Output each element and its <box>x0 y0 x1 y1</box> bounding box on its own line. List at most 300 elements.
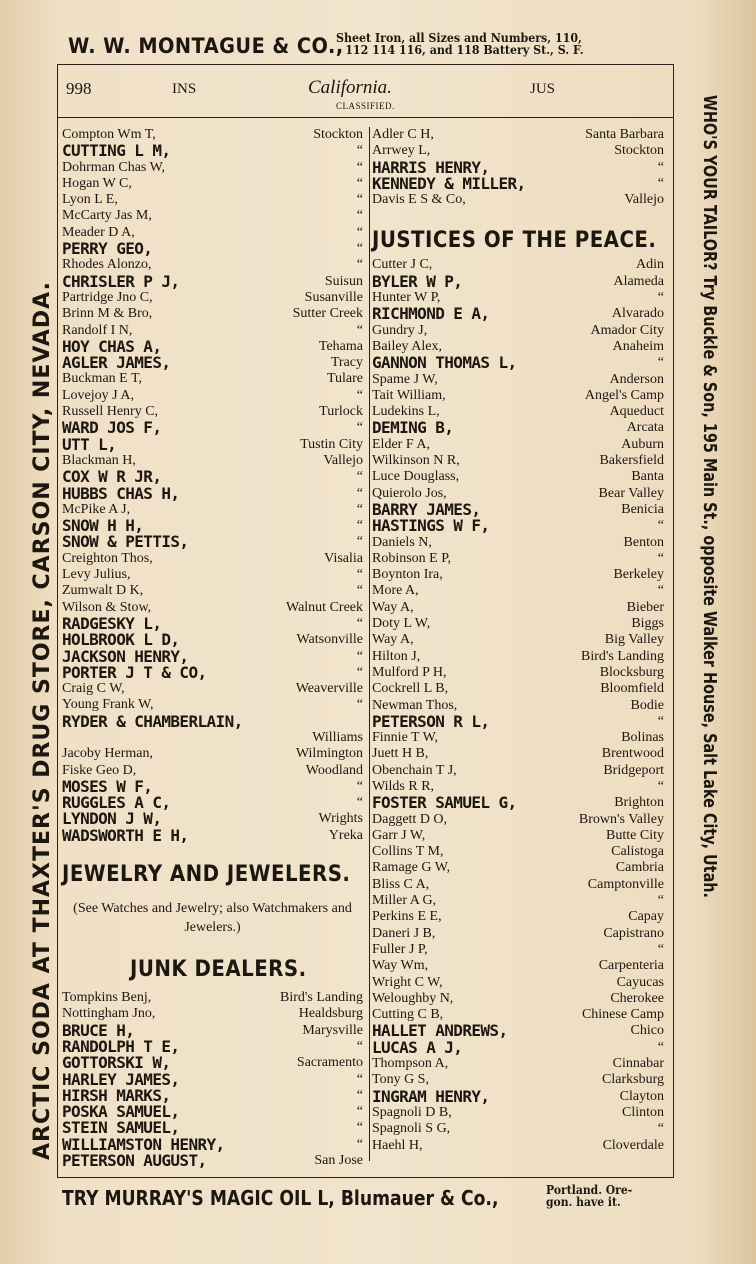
listing-place: “ <box>657 159 664 175</box>
left-guide-word: INS <box>172 81 197 97</box>
listing-name: Finnie T W, <box>372 730 439 746</box>
listing-row <box>62 208 363 224</box>
listing-name: LYNDON J W, <box>62 809 162 829</box>
justices-listings <box>372 257 664 1153</box>
listing-name: LUCAS A J, <box>372 1037 463 1057</box>
listing-place: “ <box>356 175 363 191</box>
listing-name: Russell Henry C, <box>62 404 159 420</box>
listing-name: Weloughby N, <box>372 990 454 1006</box>
listing-place: “ <box>657 550 664 566</box>
top-ad-detail <box>336 32 584 56</box>
right-listings <box>372 127 664 208</box>
listing-place: “ <box>657 355 664 371</box>
listing-name: RADGESKY L, <box>62 613 162 633</box>
listing-place: Brighton <box>614 795 664 811</box>
listing-place: Cayucas <box>616 974 664 990</box>
listing-name: Nottingham Jno, <box>62 1006 156 1022</box>
listing-place: Watsonville <box>296 632 363 648</box>
listing-name: Daggett D O, <box>372 811 448 827</box>
listing-name: Jacoby Herman, <box>62 746 153 762</box>
listing-place: Calistoga <box>611 844 664 860</box>
listing-place: Banta <box>631 469 664 485</box>
listing-place: Walnut Creek <box>285 599 363 615</box>
listing-place: “ <box>356 1038 363 1054</box>
listing-name: Gundry J, <box>372 322 428 338</box>
listing-name: Miller A G, <box>372 893 437 909</box>
right-margin-ad <box>692 95 720 1175</box>
listing-place: “ <box>356 518 363 534</box>
listing-place: “ <box>356 583 363 599</box>
listing-place: Yreka <box>328 827 363 843</box>
listing-name: HALLET ANDREWS, <box>372 1021 508 1041</box>
listing-name: RICHMOND E A, <box>372 304 490 324</box>
listing-row <box>372 746 664 762</box>
listing-place: “ <box>356 224 363 240</box>
listing-row <box>62 176 363 192</box>
listing-name: Thompson A, <box>372 1056 449 1072</box>
listing-row <box>372 551 664 567</box>
listing-place: Auburn <box>621 436 664 452</box>
listing-name: Levy Julius, <box>62 567 131 583</box>
listing-place: Turlock <box>319 404 363 420</box>
listing-name: Tony G S, <box>372 1072 429 1088</box>
listing-name: Way A, <box>372 632 414 648</box>
listing-name: Spame J W, <box>372 371 438 387</box>
listing-place: “ <box>356 159 363 175</box>
listing-name: KENNEDY & MILLER, <box>372 173 526 193</box>
listing-name: Quierolo Jos, <box>372 485 447 501</box>
listing-name: INGRAM HENRY, <box>372 1086 490 1106</box>
listing-place: Biggs <box>631 616 664 632</box>
listing-name: Ludekins L, <box>372 404 440 420</box>
listing-row <box>372 355 664 371</box>
listing-place: Tulare <box>326 371 363 387</box>
listing-name: SNOW & PETTIS, <box>62 532 189 552</box>
listing-place: “ <box>657 1039 664 1055</box>
listing-row <box>372 518 664 534</box>
listing-place: “ <box>356 1087 363 1103</box>
listing-place: Amador City <box>590 322 664 338</box>
listing-name: Davis E S & Co, <box>372 192 466 208</box>
listing-name: RUGGLES A C, <box>62 793 171 813</box>
listing-place: Cinnabar <box>612 1056 664 1072</box>
listing-name: HIRSH MARKS, <box>62 1085 171 1105</box>
listing-place: Tehama <box>318 338 363 354</box>
listing-place: Weaverville <box>295 681 363 697</box>
listing-row <box>372 681 664 697</box>
state-title: California. <box>308 77 392 98</box>
left-column <box>62 127 363 1169</box>
listing-name: Wright C W, <box>372 974 443 990</box>
column-rule <box>369 127 370 1161</box>
listing-place: Bird's Landing <box>580 648 664 664</box>
listing-name: Doty L W, <box>372 616 431 632</box>
listing-place: Benicia <box>621 501 664 517</box>
listing-name: Obenchain T J, <box>372 762 457 778</box>
bottom-advertisement <box>58 1182 678 1216</box>
listing-place: Big Valley <box>604 632 664 648</box>
listing-name: WARD JOS F, <box>62 418 162 438</box>
listing-place: Bodie <box>630 697 664 713</box>
listing-place: “ <box>356 648 363 664</box>
listing-row <box>372 1086 664 1106</box>
listing-place: Berkeley <box>613 567 664 583</box>
listing-row <box>372 535 664 551</box>
listing-row <box>62 583 363 599</box>
listing-place: Williams <box>312 729 363 745</box>
listing-place: “ <box>356 387 363 403</box>
listing-name: Daneri J B, <box>372 925 436 941</box>
listing-row <box>62 711 363 731</box>
listing-name: RANDOLPH T E, <box>62 1036 180 1056</box>
listing-name: HARRIS HENRY, <box>372 157 490 177</box>
listing-row <box>372 437 664 453</box>
top-advertisement <box>0 28 756 68</box>
listing-name: Lovejoy J A, <box>62 387 134 403</box>
listing-place: Brown's Valley <box>578 811 664 827</box>
listing-place: “ <box>356 420 363 436</box>
listing-place: “ <box>657 583 664 599</box>
page-header <box>58 65 673 115</box>
listing-row <box>372 942 664 958</box>
listing-name: More A, <box>372 583 419 599</box>
listing-place: Adin <box>636 257 664 273</box>
junk-listings <box>62 990 363 1169</box>
listing-place: Arcata <box>626 420 664 436</box>
listing-place: “ <box>356 1120 363 1136</box>
listing-name: Robinson E P, <box>372 550 451 566</box>
listing-place: “ <box>356 322 363 338</box>
listing-row <box>372 323 664 339</box>
listing-name: Collins T M, <box>372 844 444 860</box>
listing-place: “ <box>356 241 363 257</box>
listing-row <box>62 434 363 454</box>
listing-name: Dohrman Chas W, <box>62 159 166 175</box>
listing-name: Perkins E E, <box>372 909 442 925</box>
listing-name: Bailey Alex, <box>372 338 442 354</box>
listing-place: Alameda <box>613 273 664 289</box>
listing-place: Sacramento <box>296 1055 363 1071</box>
listing-name: Hunter W P, <box>372 290 441 306</box>
listing-row <box>372 730 664 746</box>
listing-name: COX W R JR, <box>62 467 162 487</box>
listing-row <box>372 127 664 143</box>
listing-place: Wrights <box>318 811 363 827</box>
listing-place: Chinese Camp <box>581 1007 664 1023</box>
listing-row <box>62 290 363 306</box>
listing-name: Adler C H, <box>372 127 434 142</box>
listing-place: “ <box>356 567 363 583</box>
listing-name: WILLIAMSTON HENRY, <box>62 1134 225 1154</box>
listing-place: Benton <box>623 534 664 550</box>
listing-name: Cockrell L B, <box>372 681 449 697</box>
listing-name: AGLER JAMES, <box>62 353 171 373</box>
listing-name: Bliss C A, <box>372 876 430 892</box>
listing-name: PETERSON AUGUST, <box>62 1151 207 1171</box>
listing-name: Haehl H, <box>372 1137 423 1153</box>
listing-place: Carpenteria <box>598 958 664 974</box>
listing-row <box>62 483 363 503</box>
listing-place: Bloomfield <box>600 681 664 697</box>
listing-name: DEMING B, <box>372 418 454 438</box>
listing-name: PORTER J T & CO, <box>62 662 207 682</box>
listing-place: Stockton <box>614 143 664 159</box>
listing-name: Garr J W, <box>372 827 426 843</box>
listing-row <box>372 388 664 404</box>
listing-row <box>372 469 664 485</box>
listing-row <box>372 453 664 469</box>
listing-name: Lyon L E, <box>62 192 118 208</box>
listing-place: Camptonville <box>587 876 664 892</box>
listing-place: Bear Valley <box>598 485 664 501</box>
listing-place: Butte City <box>606 827 664 843</box>
right-column <box>372 127 664 1154</box>
listing-name: Creighton Thos, <box>62 550 153 566</box>
listing-row <box>372 860 664 876</box>
listing-name: UTT L, <box>62 434 117 454</box>
listing-place: Marysville <box>302 1022 363 1038</box>
listing-name: Craig C W, <box>62 681 125 697</box>
classified-subtitle: CLASSIFIED. <box>336 101 395 111</box>
jewelry-heading: JEWELRY AND JEWELERS. <box>62 862 351 888</box>
listing-name: HOLBROOK L D, <box>62 630 180 650</box>
listing-place: “ <box>356 1071 363 1087</box>
listing-name: CUTTING L M, <box>62 141 171 161</box>
listing-row <box>62 306 363 322</box>
listing-place: Angel's Camp <box>584 387 664 403</box>
listing-name: HARLEY JAMES, <box>62 1069 180 1089</box>
listing-place: “ <box>356 795 363 811</box>
listing-row <box>62 551 363 567</box>
listing-name: Wilkinson N R, <box>372 453 460 469</box>
listing-place: Bolinas <box>621 730 664 746</box>
listing-row <box>372 763 664 779</box>
listing-place: Suisun <box>324 273 363 289</box>
listing-name: Way A, <box>372 599 414 615</box>
listing-row <box>372 958 664 974</box>
justices-heading: JUSTICES OF THE PEACE. <box>372 228 657 254</box>
listing-row <box>62 730 363 746</box>
listing-place: “ <box>657 518 664 534</box>
listing-name: Zumwalt D K, <box>62 583 144 599</box>
listing-row <box>62 355 363 371</box>
listing-name: Juett H B, <box>372 746 429 762</box>
listing-place: “ <box>356 501 363 517</box>
bottom-ad-side-line2: gon. have it. <box>546 1195 621 1209</box>
listing-place: Tustin City <box>300 436 363 452</box>
listing-name: Spagnoli D B, <box>372 1104 452 1120</box>
listing-place: Cambria <box>615 860 664 876</box>
header-rule <box>58 117 673 118</box>
listing-place: Blocksburg <box>599 664 664 680</box>
listing-row <box>62 567 363 583</box>
listing-name: SNOW H H, <box>62 516 144 536</box>
listing-name: Arrwey L, <box>372 143 431 159</box>
listing-place: Clayton <box>619 1088 664 1104</box>
listing-row <box>62 746 363 762</box>
listing-name: PERRY GEO, <box>62 239 153 259</box>
listing-row <box>372 192 664 208</box>
listing-name: GOTTORSKI W, <box>62 1053 171 1073</box>
listing-row <box>372 812 664 828</box>
bottom-ad-side <box>546 1184 632 1208</box>
listing-place: “ <box>356 485 363 501</box>
listing-row <box>372 372 664 388</box>
listing-row <box>62 662 363 682</box>
listing-place: Cloverdale <box>602 1137 664 1153</box>
listing-place: Wilmington <box>295 746 363 762</box>
listing-name: HOY CHAS A, <box>62 336 162 356</box>
listing-name: Young Frank W, <box>62 697 154 713</box>
listing-place: “ <box>657 175 664 191</box>
listing-row <box>62 143 363 159</box>
listing-name: BRUCE H, <box>62 1020 135 1040</box>
listing-name: Blackman H, <box>62 452 136 468</box>
listing-row <box>372 649 664 665</box>
listing-place: “ <box>356 143 363 159</box>
listing-name: Buckman E T, <box>62 371 142 387</box>
listing-row <box>372 1138 664 1154</box>
bottom-ad-side-line1: Portland. Ore- <box>546 1183 633 1197</box>
listing-row <box>62 241 363 257</box>
listing-row <box>62 990 363 1006</box>
listing-place: “ <box>356 778 363 794</box>
listing-place: “ <box>356 257 363 273</box>
listing-place: “ <box>356 1104 363 1120</box>
listing-name: Tompkins Benj, <box>62 990 152 1006</box>
listing-place: Brentwood <box>601 746 664 762</box>
top-ad-detail-line1: Sheet Iron, all Sizes and Numbers, 110, <box>336 31 582 45</box>
listing-name: BARRY JAMES, <box>372 499 481 519</box>
listing-row <box>372 1037 664 1057</box>
listing-place: Chico <box>630 1023 664 1039</box>
listing-row <box>372 975 664 991</box>
listing-row <box>372 632 664 648</box>
listing-name: Partridge Jno C, <box>62 289 153 305</box>
listing-name: GANNON THOMAS L, <box>372 353 517 373</box>
listing-row <box>62 825 363 845</box>
listing-name: Way Wm, <box>372 958 429 974</box>
listing-place: Anaheim <box>612 338 664 354</box>
listing-row <box>372 711 664 731</box>
listing-name: POSKA SAMUEL, <box>62 1102 180 1122</box>
listing-row <box>372 1105 664 1121</box>
listing-name: BYLER W P, <box>372 271 463 291</box>
listing-place: Tracy <box>330 355 363 371</box>
listing-row <box>372 828 664 844</box>
top-ad-name: W. W. MONTAGUE & CO., <box>68 34 344 58</box>
listing-name: Spagnoli S G, <box>372 1121 451 1137</box>
listing-name: McCarty Jas M, <box>62 208 152 224</box>
listing-row <box>372 600 664 616</box>
listing-name: Newman Thos, <box>372 697 458 713</box>
listing-name: Daniels N, <box>372 534 432 550</box>
listing-row <box>372 893 664 909</box>
listing-place: “ <box>657 1121 664 1137</box>
listing-place: “ <box>657 713 664 729</box>
listing-name: Luce Douglass, <box>372 469 460 485</box>
left-listings <box>62 127 363 844</box>
listing-row <box>372 306 664 322</box>
listing-name: PETERSON R L, <box>372 711 490 731</box>
listing-row <box>62 534 363 550</box>
listing-place: “ <box>356 192 363 208</box>
listing-row <box>372 1056 664 1072</box>
listing-row <box>372 616 664 632</box>
listing-place: Bridgeport <box>603 762 664 778</box>
listing-place: Aqueduct <box>609 404 664 420</box>
listing-row <box>372 420 664 436</box>
listing-row <box>62 388 363 404</box>
listing-name: Hogan W C, <box>62 175 132 191</box>
listing-row <box>62 160 363 176</box>
listing-place: “ <box>356 208 363 224</box>
listing-place: “ <box>657 290 664 306</box>
listing-row <box>372 173 664 193</box>
listing-name: FOSTER SAMUEL G, <box>372 793 517 813</box>
listing-name: Mulford P H, <box>372 664 447 680</box>
listing-row <box>372 909 664 925</box>
listing-place: Vallejo <box>624 192 664 208</box>
page-frame <box>57 64 674 1178</box>
listing-name: Wilson & Stow, <box>62 599 152 615</box>
listing-row <box>372 583 664 599</box>
listing-row <box>372 991 664 1007</box>
listing-row <box>62 192 363 208</box>
listing-name: McPike A J, <box>62 501 131 517</box>
listing-place: Woodland <box>305 762 363 778</box>
right-guide-word: JUS <box>530 81 556 97</box>
listing-place: Anderson <box>609 371 664 387</box>
listing-name: STEIN SAMUEL, <box>62 1118 180 1138</box>
listing-name: HASTINGS W F, <box>372 516 490 536</box>
listing-name: Ramage G W, <box>372 860 451 876</box>
top-ad-detail-line2: 112 114 116, and 118 Battery St., S. F. <box>345 43 584 57</box>
listing-place: Capistrano <box>603 925 664 941</box>
listing-name: Tait William, <box>372 387 446 403</box>
listing-place: Santa Barbara <box>585 127 664 142</box>
listing-name: JACKSON HENRY, <box>62 646 189 666</box>
left-margin-ad: ARCTIC SODA AT THAXTER'S DRUG STORE, CARSON CITY, NEVADA. <box>30 281 55 1160</box>
listing-name: Cutting C B, <box>372 1007 444 1023</box>
listing-row <box>372 795 664 811</box>
jewelry-note: (See Watches and Jewelry; also Watchmakers and Jewelers.) <box>73 901 352 936</box>
bottom-ad-main: TRY MURRAY'S MAGIC OIL L, Blumauer & Co., <box>62 1186 499 1210</box>
listing-name: Randolf I N, <box>62 322 133 338</box>
listing-place: “ <box>657 778 664 794</box>
listing-row <box>62 681 363 697</box>
listing-place: “ <box>356 534 363 550</box>
listing-place: Clarksburg <box>602 1072 664 1088</box>
listing-place: “ <box>356 615 363 631</box>
listing-place: Healdsburg <box>298 1006 363 1022</box>
listing-place: Sutter Creek <box>292 306 363 322</box>
listing-place: Susanville <box>304 289 363 305</box>
right-margin-ad-text: WHO'S YOUR TAILOR? Try Buckle & Son, 195 Main St., opposite Walker House, Salt Lake City, Utah. <box>699 95 720 899</box>
page-number: 998 <box>66 79 92 98</box>
listing-place: “ <box>356 664 363 680</box>
listing-place: Visalia <box>324 550 363 566</box>
listing-name: Brinn M & Bro, <box>62 306 153 322</box>
listing-name: Fiske Geo D, <box>62 762 137 778</box>
listing-row <box>372 926 664 942</box>
listing-name: Meader D A, <box>62 224 135 240</box>
listing-row <box>372 271 664 291</box>
listing-row <box>62 371 363 387</box>
listing-row <box>62 1153 363 1169</box>
listing-place: Capay <box>628 909 664 925</box>
listing-name: Wilds R R, <box>372 778 435 794</box>
